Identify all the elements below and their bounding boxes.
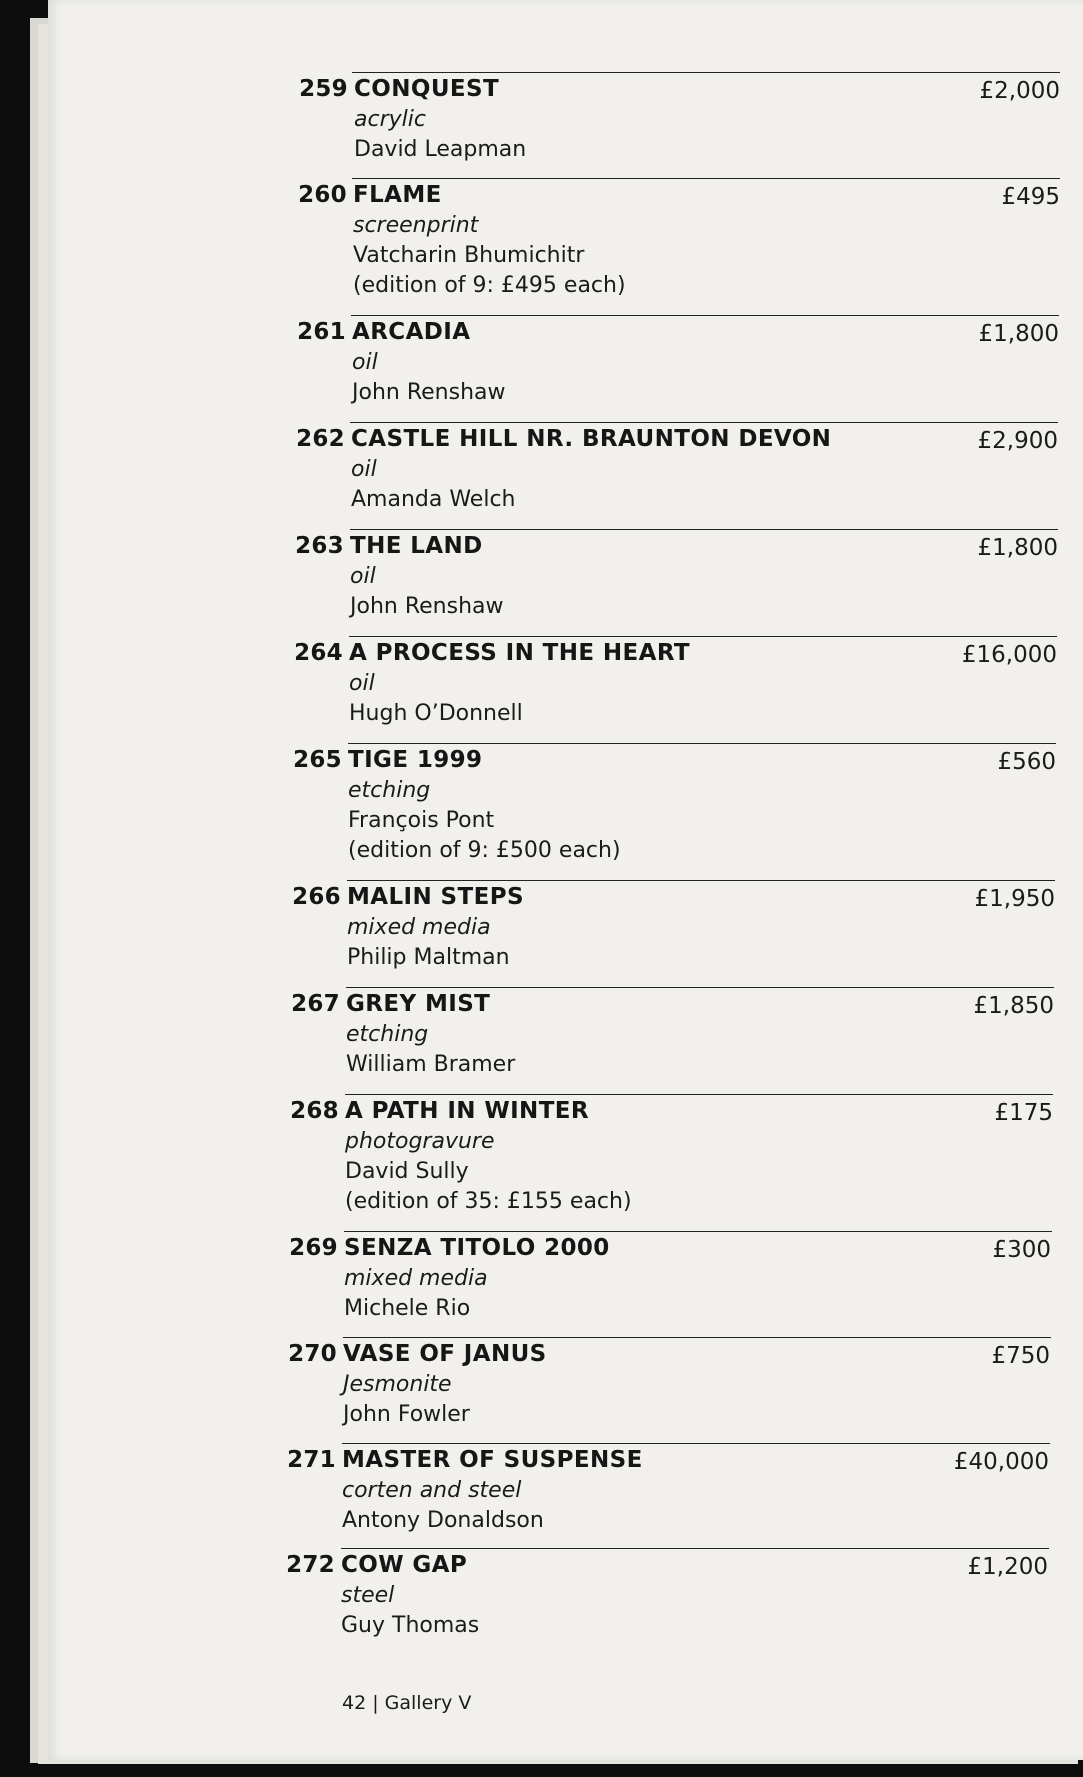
artwork-title: SENZA TITOLO 2000 — [344, 1235, 610, 1261]
artwork-title: TIGE 1999 — [348, 747, 483, 773]
artist-name: Michele Rio — [344, 1296, 471, 1321]
artist-name: Philip Maltman — [347, 945, 510, 970]
artwork-medium: etching — [348, 778, 431, 803]
artwork-title: MASTER OF SUSPENSE — [342, 1447, 643, 1473]
artwork-title: A PROCESS IN THE HEART — [349, 640, 691, 666]
lot-number: 259 — [299, 76, 348, 102]
entry-divider — [347, 880, 1055, 881]
artwork-price: £1,850 — [973, 993, 1054, 1019]
artwork-title: CONQUEST — [354, 76, 500, 102]
artwork-medium: etching — [346, 1022, 429, 1047]
artwork-title: THE LAND — [350, 533, 483, 559]
entry-divider — [348, 743, 1056, 744]
edition-note: (edition of 35: £155 each) — [345, 1189, 632, 1214]
artist-name: Amanda Welch — [351, 487, 516, 512]
edition-note: (edition of 9: £495 each) — [353, 273, 626, 298]
page-footer: 42 | Gallery V — [342, 1692, 472, 1714]
lot-number: 260 — [298, 182, 347, 208]
artwork-medium: steel — [341, 1583, 395, 1608]
artwork-price: £1,950 — [974, 886, 1055, 912]
artwork-price: £300 — [992, 1237, 1051, 1263]
artwork-price: £1,200 — [967, 1554, 1048, 1580]
artwork-price: £1,800 — [978, 321, 1059, 347]
artwork-medium: oil — [352, 350, 378, 375]
lot-number: 267 — [291, 991, 340, 1017]
artwork-title: GREY MIST — [346, 991, 491, 1017]
artwork-price: £16,000 — [961, 642, 1057, 668]
lot-number: 269 — [289, 1235, 338, 1261]
artwork-medium: oil — [350, 564, 376, 589]
lot-number: 264 — [294, 640, 343, 666]
edition-note: (edition of 9: £500 each) — [348, 838, 621, 863]
artwork-medium: oil — [349, 671, 375, 696]
artist-name: David Sully — [345, 1159, 469, 1184]
entry-divider — [342, 1443, 1050, 1444]
artwork-medium: acrylic — [354, 107, 426, 132]
entry-divider — [341, 1548, 1049, 1549]
artist-name: David Leapman — [354, 137, 527, 162]
entry-divider — [350, 529, 1058, 530]
entry-divider — [344, 1231, 1052, 1232]
entry-divider — [351, 315, 1059, 316]
lot-number: 270 — [288, 1341, 337, 1367]
artwork-price: £1,800 — [977, 535, 1058, 561]
entry-divider — [349, 636, 1057, 637]
catalogue-page — [48, 0, 1083, 1760]
artist-name: Vatcharin Bhumichitr — [353, 243, 585, 268]
artwork-title: A PATH IN WINTER — [345, 1098, 590, 1124]
artwork-title: MALIN STEPS — [347, 884, 524, 910]
artwork-price: £2,000 — [979, 78, 1060, 104]
artwork-medium: screenprint — [353, 213, 479, 238]
artwork-price: £560 — [997, 749, 1056, 775]
artist-name: Guy Thomas — [341, 1613, 480, 1638]
artist-name: John Renshaw — [352, 380, 506, 405]
entry-divider — [345, 1094, 1053, 1095]
artist-name: François Pont — [348, 808, 495, 833]
lot-number: 262 — [296, 426, 345, 452]
artwork-title: CASTLE HILL NR. BRAUNTON DEVON — [351, 426, 832, 452]
entry-divider — [346, 987, 1054, 988]
lot-number: 271 — [287, 1447, 336, 1473]
artwork-price: £175 — [994, 1100, 1053, 1126]
lot-number: 266 — [292, 884, 341, 910]
lot-number: 265 — [293, 747, 342, 773]
artwork-medium: oil — [351, 457, 377, 482]
artwork-price: £750 — [991, 1343, 1050, 1369]
artist-name: John Renshaw — [350, 594, 504, 619]
artist-name: Hugh O’Donnell — [349, 701, 523, 726]
artwork-medium: corten and steel — [342, 1478, 522, 1503]
artist-name: Antony Donaldson — [342, 1508, 544, 1533]
artwork-medium: mixed media — [347, 915, 491, 940]
artist-name: John Fowler — [343, 1402, 470, 1427]
entry-divider — [343, 1337, 1051, 1338]
lot-number: 272 — [286, 1552, 335, 1578]
artwork-title: COW GAP — [341, 1552, 468, 1578]
lot-number: 263 — [295, 533, 344, 559]
artwork-title: ARCADIA — [352, 319, 471, 345]
entry-divider — [352, 72, 1060, 73]
lot-number: 261 — [297, 319, 346, 345]
artwork-medium: Jesmonite — [343, 1372, 452, 1397]
lot-number: 268 — [290, 1098, 339, 1124]
artwork-medium: photogravure — [345, 1129, 495, 1154]
artwork-price: £40,000 — [953, 1449, 1049, 1475]
artwork-title: VASE OF JANUS — [343, 1341, 547, 1367]
entry-divider — [352, 178, 1060, 179]
artwork-price: £495 — [1001, 184, 1060, 210]
artist-name: William Bramer — [346, 1052, 516, 1077]
artwork-title: FLAME — [353, 182, 442, 208]
entry-divider — [350, 422, 1058, 423]
artwork-price: £2,900 — [977, 428, 1058, 454]
artwork-medium: mixed media — [344, 1266, 488, 1291]
